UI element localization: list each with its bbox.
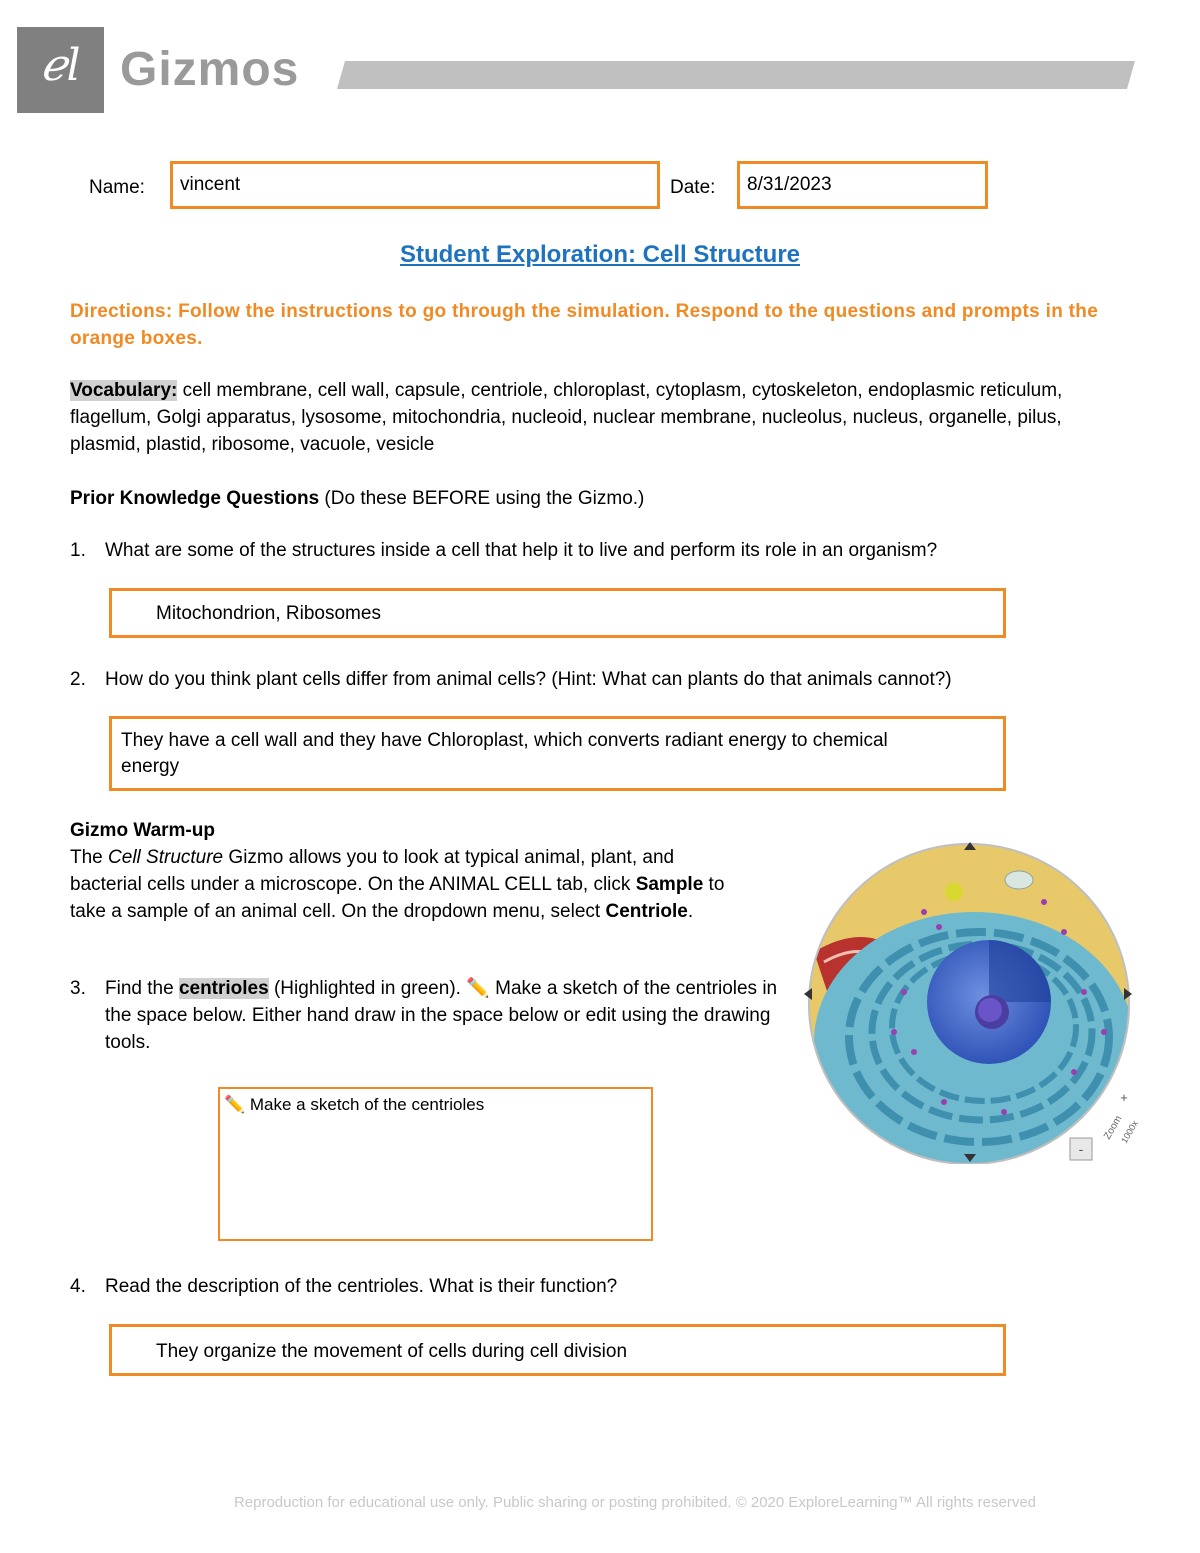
logo-icon: ℯl xyxy=(40,40,81,91)
zoom-minus: - xyxy=(1078,1141,1084,1157)
q3-text xyxy=(105,975,785,1056)
warmup-text-3: to take a sample of an animal cell. On the dropdown menu, select xyxy=(70,874,725,922)
q1-answer-box[interactable]: Mitochondrion, Ribosomes xyxy=(109,588,1006,638)
prior-knowledge-heading xyxy=(70,485,644,512)
warmup-text-4: . xyxy=(687,901,694,922)
gizmo-name: Cell Structure xyxy=(108,847,224,868)
footer: Reproduction for educational use only. Public sharing or posting prohibited. © 2020 ExploreLearning™ All rights reserved xyxy=(233,1494,1037,1511)
warmup-text-1: The xyxy=(70,847,109,868)
zoom-plus: + xyxy=(1120,1090,1128,1105)
q2-number: 2. xyxy=(70,669,86,690)
q1-text: What are some of the structures inside a cell that help it to live and perform its role in an organism? xyxy=(105,540,938,561)
name-field[interactable]: vincent xyxy=(170,161,660,209)
page-title: Student Exploration: Cell Structure xyxy=(399,241,801,268)
prior-heading: Prior Knowledge Questions xyxy=(70,488,320,509)
vocabulary-terms: cell membrane, cell wall, capsule, centriole, chloroplast, cytoplasm, cytoskeleton, endoplasmic reticulum, flagellum, Golgi apparatus, lysosome, mitochondria, nucleoid, nuclear membrane, nucleolus, nucleus, organelle, pilus, plasmid, plastid, ribosome, vacuole, vesicle xyxy=(70,380,1063,455)
warmup-text-2: Gizmo allows you to look at typical animal, plant, and bacterial cells under a microscope. On the ANIMAL CELL tab, click xyxy=(70,847,675,895)
q3-keyword: centrioles xyxy=(178,978,269,999)
prior-note: (Do these BEFORE using the Gizmo.) xyxy=(319,488,645,509)
zoom-label: Zoom xyxy=(1102,1113,1125,1142)
zoom-value: 1000x xyxy=(1119,1118,1140,1145)
sketch-box-label: ✏️ Make a sketch of the centrioles xyxy=(224,1095,485,1114)
q3-text-pre: Find the xyxy=(105,978,179,999)
q4-answer-box[interactable]: They organize the movement of cells during cell division xyxy=(109,1324,1006,1376)
q1-number: 1. xyxy=(70,540,86,561)
warmup-text xyxy=(70,844,730,925)
directions: Directions: Follow the instructions to go through the simulation. Respond to the questions and prompts in the orange boxes. xyxy=(70,301,1099,349)
q4-text: Read the description of the centrioles. What is their function? xyxy=(105,1276,618,1297)
vocabulary-label: Vocabulary: xyxy=(70,380,178,401)
q4-number: 4. xyxy=(70,1276,86,1297)
sketch-box[interactable] xyxy=(218,1087,653,1241)
centriole-keyword: Centriole xyxy=(605,901,688,922)
date-field[interactable]: 8/31/2023 xyxy=(737,161,988,209)
q3-number: 3. xyxy=(70,978,86,999)
cell-illustration xyxy=(804,842,1140,1164)
q2-text: How do you think plant cells differ from animal cells? (Hint: What can plants do that animals cannot?) xyxy=(105,669,952,690)
q2-answer-box[interactable] xyxy=(109,716,1006,791)
sample-keyword: Sample xyxy=(635,874,704,895)
q3-text-post: (Highlighted in green). ✏️ Make a sketch of the centrioles in the space below. Either hand draw in the space below or edit using the drawing tools. xyxy=(105,978,778,1053)
brand-name: Gizmos xyxy=(120,43,300,96)
q2-answer: They have a cell wall and they have Chloroplast, which converts radiant energy to chemical energy xyxy=(121,730,888,777)
warmup-heading: Gizmo Warm-up xyxy=(70,820,215,841)
header-bar xyxy=(337,61,1135,89)
name-label: Name: xyxy=(89,177,145,198)
vocabulary xyxy=(70,377,1130,458)
date-label: Date: xyxy=(670,177,716,198)
